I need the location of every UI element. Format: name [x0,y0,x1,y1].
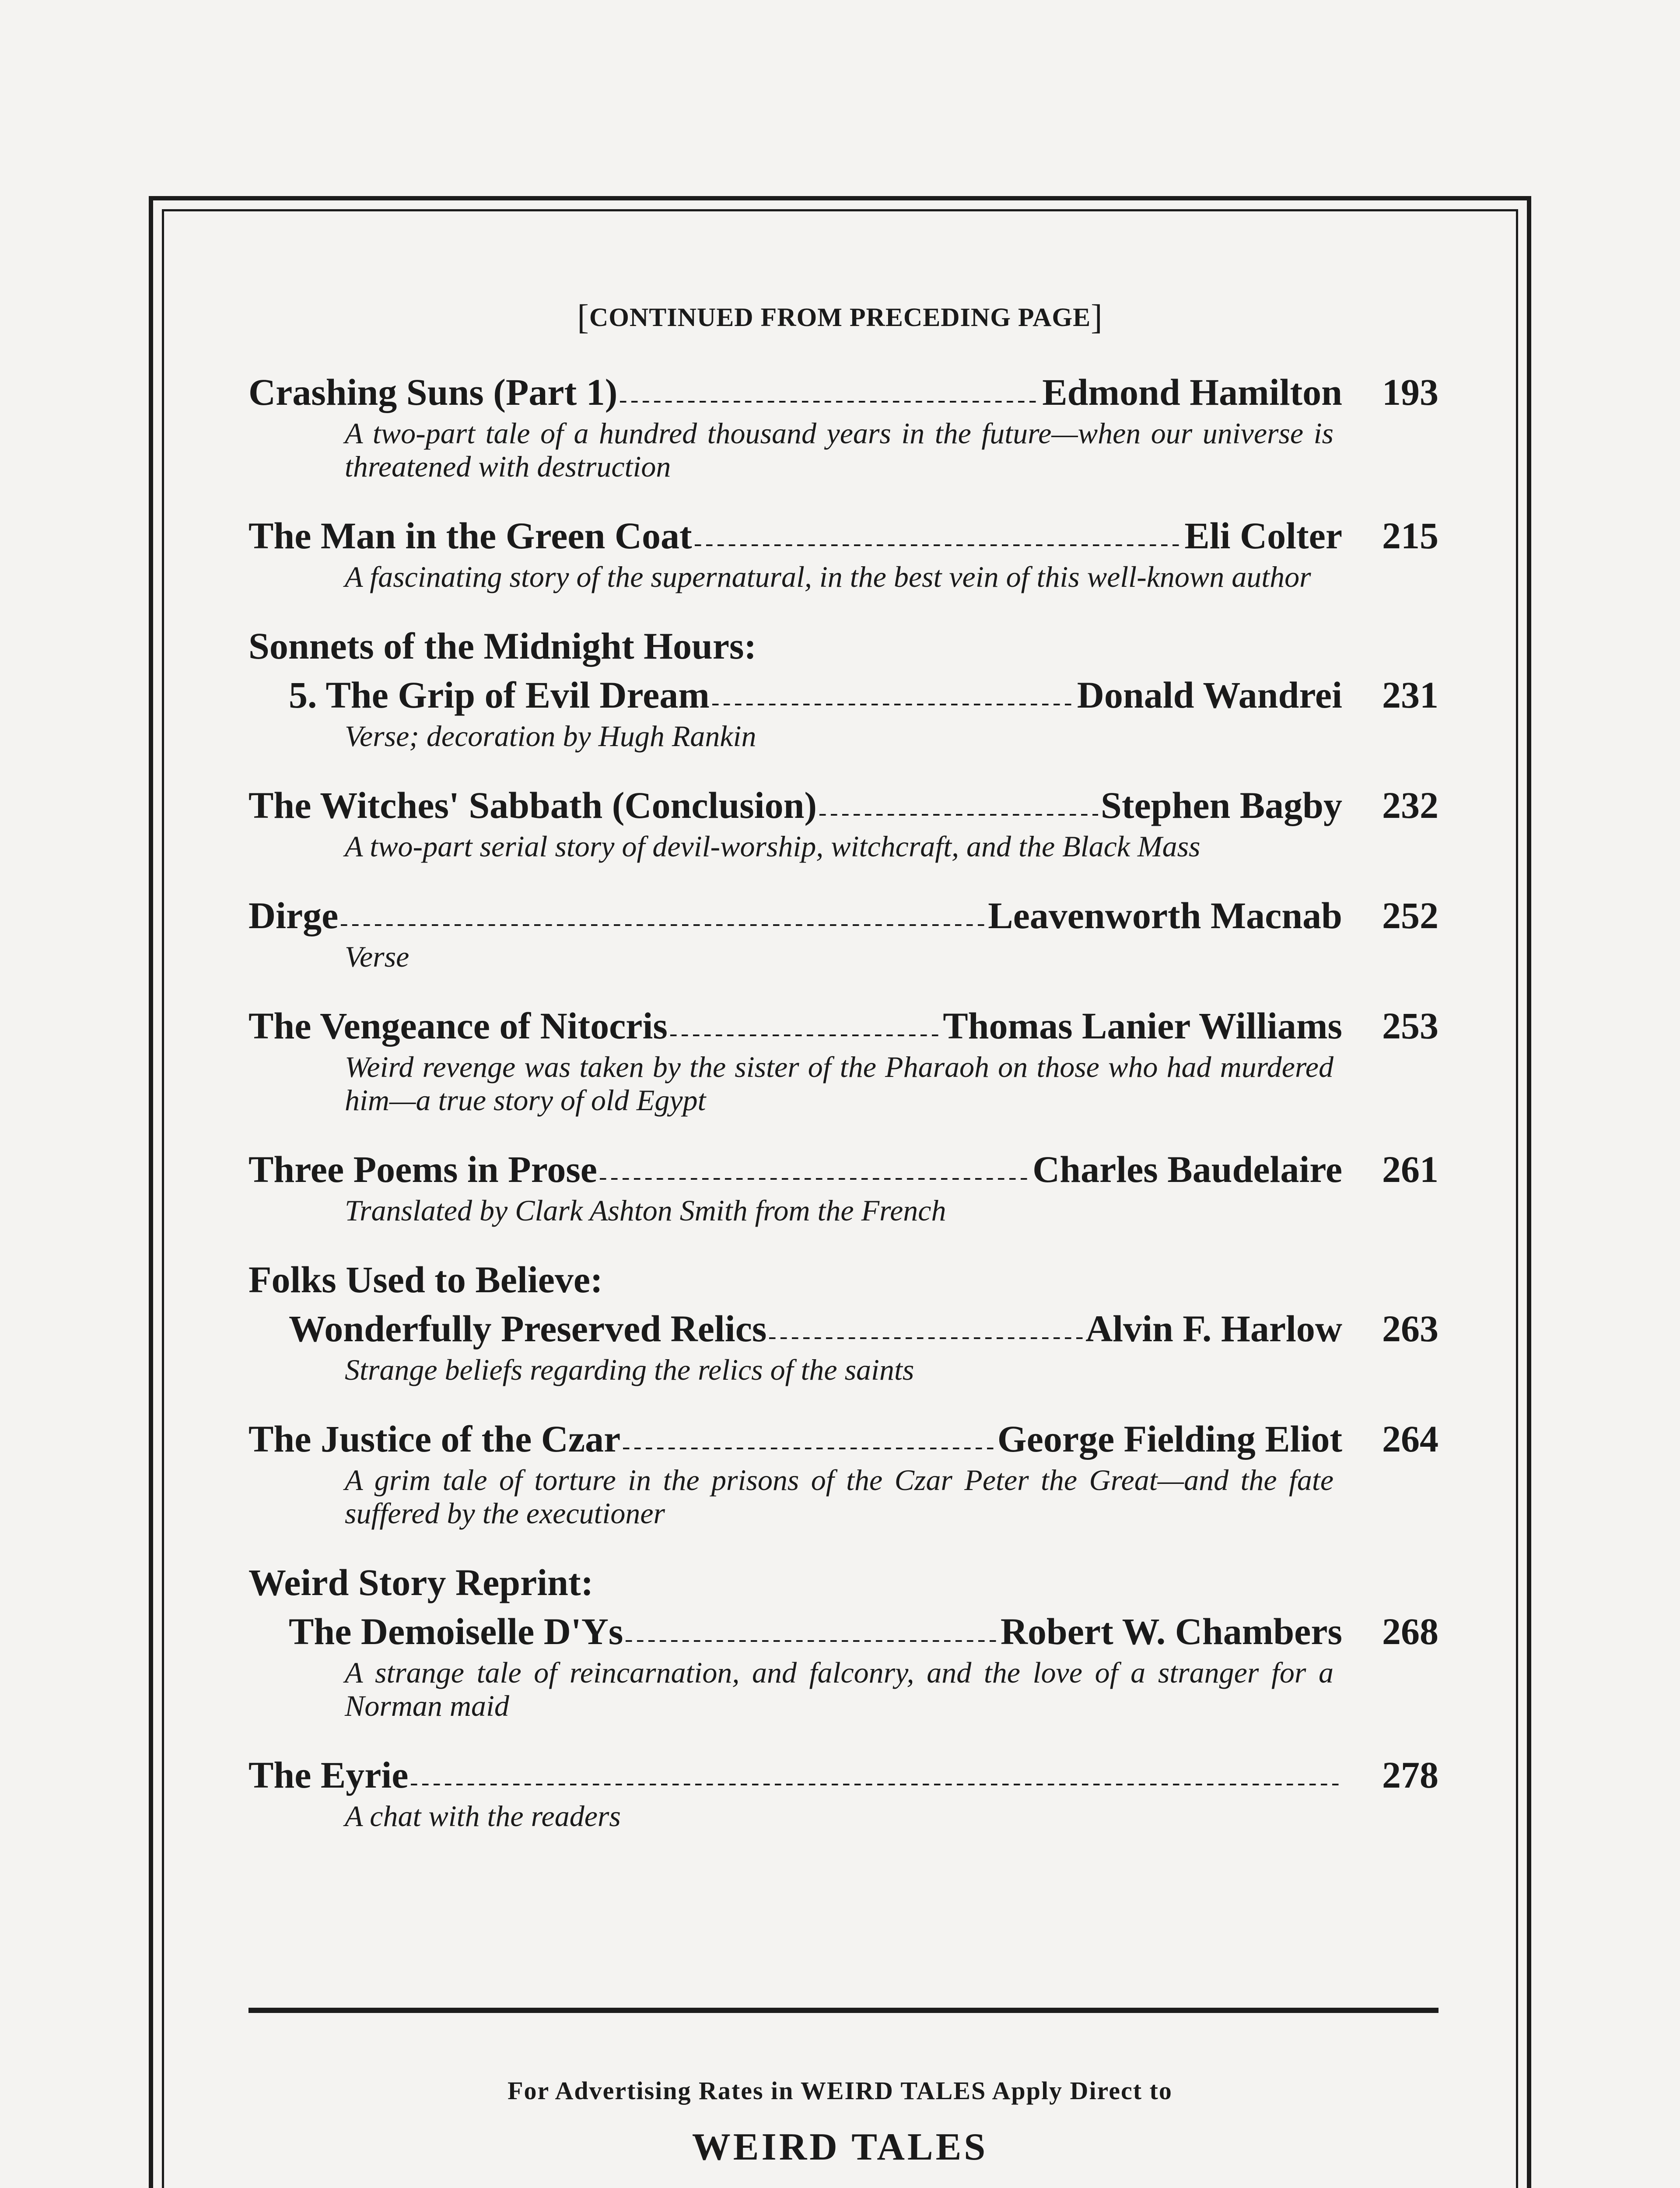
dot-leader [411,1784,1340,1785]
dot-leader [623,1448,994,1449]
story-title: The Justice of the Czar [248,1418,621,1460]
story-description: A two-part serial story of devil-worship, witchcraft, and the Black Mass [345,830,1200,863]
toc-entry [248,368,1438,483]
toc-entry [248,1414,1438,1530]
page-number: 261 [1382,1148,1438,1190]
page-number: 193 [1382,371,1438,413]
toc-entry [248,1558,1438,1722]
story-title: The Eyrie [248,1754,409,1796]
toc-entry [248,1145,1438,1227]
story-author: Stephen Bagby [1101,784,1342,826]
story-description: Strange beliefs regarding the relics of the saints [345,1353,914,1386]
story-title: Dirge [248,894,339,936]
story-title: The Man in the Green Coat [248,515,692,557]
toc-entry [248,1001,1438,1117]
story-author: Charles Baudelaire [1032,1148,1342,1190]
toc-entry [248,621,1438,753]
story-title: The Vengeance of Nitocris [248,1005,668,1047]
page-number: 215 [1382,515,1438,557]
table-of-contents [248,368,1438,1861]
advertising-intro: For Advertising Rates in WEIRD TALES Apply Direct to [508,2076,1172,2105]
page-number: 264 [1382,1418,1438,1460]
page-number: 232 [1382,784,1438,826]
story-author: George Fielding Eliot [997,1418,1342,1460]
toc-entry [248,1255,1438,1386]
story-description: Verse [345,940,410,973]
story-author: Thomas Lanier Williams [943,1005,1342,1047]
continued-header-text: CONTINUED FROM PRECEDING PAGE [589,303,1091,332]
story-description: Translated by Clark Ashton Smith from the French [345,1194,946,1227]
section-heading: Sonnets of the Midnight Hours: [248,625,757,667]
story-title: Crashing Suns (Part 1) [248,371,618,413]
page-number: 268 [1382,1610,1438,1652]
advertising-title: WEIRD TALES [692,2126,988,2168]
dot-leader [695,544,1182,546]
story-author: Alvin F. Harlow [1085,1308,1342,1350]
toc-entry [248,511,1438,593]
story-title: 5. The Grip of Evil Dream [289,674,710,716]
dot-leader [670,1034,940,1036]
story-description: A strange tale of reincarnation, and falconry, and the love of a stranger for a Norman maid [345,1656,1334,1722]
page-number: 253 [1382,1005,1438,1047]
toc-entry [248,1750,1438,1833]
page-number: 252 [1382,894,1438,936]
story-author: Donald Wandrei [1077,674,1342,716]
dot-leader [712,704,1074,705]
story-description: Weird revenge was taken by the sister of the Pharaoh on those who had murdered him—a true story of old Egypt [345,1050,1334,1117]
story-author: Leavenworth Macnab [988,894,1342,936]
story-title: Three Poems in Prose [248,1148,597,1190]
story-description: A grim tale of torture in the prisons of the Czar Peter the Great—and the fate suffered by the executioner [345,1463,1334,1530]
dot-leader [626,1640,998,1642]
toc-entry [248,781,1438,863]
continued-header: [CONTINUED FROM PRECEDING PAGE] [577,298,1103,337]
story-description: A chat with the readers [345,1799,621,1833]
story-description: A fascinating story of the supernatural, in the best vein of this well-known author [345,560,1311,593]
dot-leader [620,401,1040,403]
section-heading: Folks Used to Believe: [248,1259,603,1301]
page-number: 263 [1382,1308,1438,1350]
horizontal-rule [248,2008,1438,2013]
story-author: Edmond Hamilton [1042,371,1342,413]
story-description: Verse; decoration by Hugh Rankin [345,719,756,753]
story-title: The Witches' Sabbath (Conclusion) [248,784,817,826]
page-number: 278 [1382,1754,1438,1796]
story-author: Eli Colter [1184,515,1342,557]
story-description: A two-part tale of a hundred thousand years in the future—when our universe is threatened with destruction [345,417,1334,483]
dot-leader [600,1178,1030,1180]
dot-leader [819,814,1098,816]
dot-leader [341,924,985,926]
section-heading: Weird Story Reprint: [248,1561,594,1603]
story-author: Robert W. Chambers [1000,1610,1342,1652]
story-title: The Demoiselle D'Ys [289,1610,623,1652]
page-number: 231 [1382,674,1438,716]
story-title: Wonderfully Preserved Relics [289,1308,767,1350]
toc-entry [248,891,1438,973]
dot-leader [769,1337,1083,1339]
